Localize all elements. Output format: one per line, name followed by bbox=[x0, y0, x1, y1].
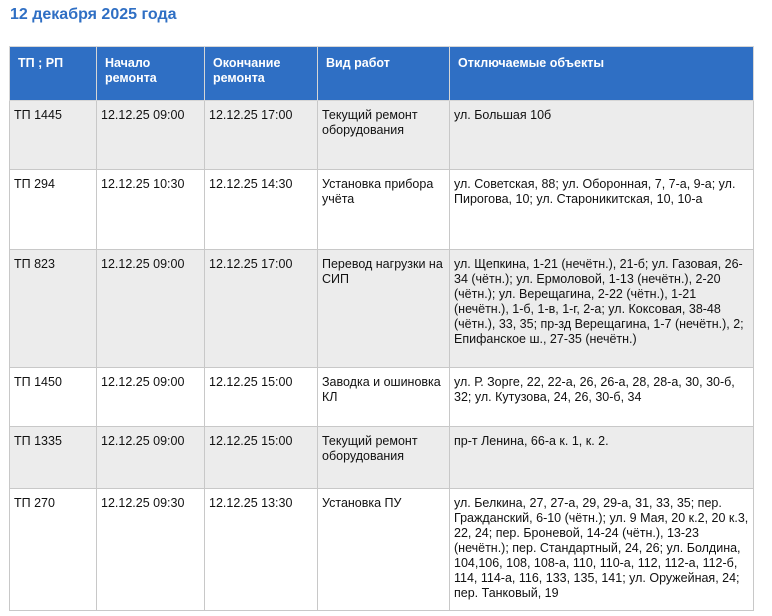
header-tp: ТП ; РП bbox=[10, 47, 97, 101]
cell-end: 12.12.25 13:30 bbox=[205, 489, 318, 611]
cell-end: 12.12.25 15:00 bbox=[205, 427, 318, 489]
table-row bbox=[10, 250, 754, 368]
table-row bbox=[10, 427, 754, 489]
cell-tp: ТП 270 bbox=[10, 489, 97, 611]
cell-tp: ТП 823 bbox=[10, 250, 97, 368]
cell-objects: пр-т Ленина, 66-а к. 1, к. 2. bbox=[450, 427, 754, 489]
cell-work-type: Установка ПУ bbox=[318, 489, 450, 611]
cell-work-type: Текущий ремонт оборудования bbox=[318, 427, 450, 489]
cell-end: 12.12.25 17:00 bbox=[205, 250, 318, 368]
header-row bbox=[10, 47, 754, 101]
header-start: Начало ремонта bbox=[97, 47, 205, 101]
header-objects: Отключаемые объекты bbox=[450, 47, 754, 101]
table-body bbox=[10, 101, 754, 611]
page-title: 12 декабря 2025 года bbox=[10, 6, 177, 23]
table-row bbox=[10, 489, 754, 611]
cell-work-type: Установка прибора учёта bbox=[318, 170, 450, 250]
cell-objects: ул. Р. Зорге, 22, 22-а, 26, 26-а, 28, 28-а, 30, 30-б, 32; ул. Кутузова, 24, 26, 30-б, 34 bbox=[450, 368, 754, 427]
cell-tp: ТП 1445 bbox=[10, 101, 97, 170]
outage-table bbox=[9, 46, 754, 611]
cell-start: 12.12.25 10:30 bbox=[97, 170, 205, 250]
cell-tp: ТП 1335 bbox=[10, 427, 97, 489]
cell-start: 12.12.25 09:30 bbox=[97, 489, 205, 611]
cell-start: 12.12.25 09:00 bbox=[97, 368, 205, 427]
cell-objects: ул. Советская, 88; ул. Оборонная, 7, 7-а, 9-а; ул. Пирогова, 10; ул. Староникитская, 10, 10-а bbox=[450, 170, 754, 250]
cell-objects: ул. Большая 10б bbox=[450, 101, 754, 170]
cell-work-type: Текущий ремонт оборудования bbox=[318, 101, 450, 170]
table-header bbox=[10, 47, 754, 101]
cell-end: 12.12.25 14:30 bbox=[205, 170, 318, 250]
cell-start: 12.12.25 09:00 bbox=[97, 101, 205, 170]
cell-tp: ТП 1450 bbox=[10, 368, 97, 427]
table-row bbox=[10, 368, 754, 427]
cell-objects: ул. Щепкина, 1-21 (нечётн.), 21-б; ул. Газовая, 26-34 (чётн.); ул. Ермоловой, 1-13 (нечётн.), 2-20 (чётн.); ул. Верещагина, 2-22 (чётн.), 1-21 (нечётн.), 1-б, 1-в, 1-г, 2-а; ул. Коксовая, 38-48 (чётн.), 33, 35; пр-зд Верещагина, 1-7 (нечётн.), 2; Епифанское ш., 27-35 (нечётн.) bbox=[450, 250, 754, 368]
cell-start: 12.12.25 09:00 bbox=[97, 250, 205, 368]
cell-work-type: Перевод нагрузки на СИП bbox=[318, 250, 450, 368]
cell-end: 12.12.25 17:00 bbox=[205, 101, 318, 170]
cell-tp: ТП 294 bbox=[10, 170, 97, 250]
cell-start: 12.12.25 09:00 bbox=[97, 427, 205, 489]
cell-objects: ул. Белкина, 27, 27-а, 29, 29-а, 31, 33, 35; пер. Гражданский, 6-10 (чётн.); ул. 9 Мая, 20 к.2, 20 к.3, 22, 24; пер. Броневой, 14-24 (чётн.), 13-23 (нечётн.); пер. Стандартный, 24, 26; ул. Болдина, 104,106, 108, 108-а, 110, 110-а, 112, 112-а, 112-б, 114, 114-а, 116, 133, 135, 141; ул. Оружейная, 24; пер. Танковый, 19 bbox=[450, 489, 754, 611]
table-row bbox=[10, 101, 754, 170]
cell-work-type: Заводка и ошиновка КЛ bbox=[318, 368, 450, 427]
header-end: Окончание ремонта bbox=[205, 47, 318, 101]
header-work-type: Вид работ bbox=[318, 47, 450, 101]
table-row bbox=[10, 170, 754, 250]
cell-end: 12.12.25 15:00 bbox=[205, 368, 318, 427]
